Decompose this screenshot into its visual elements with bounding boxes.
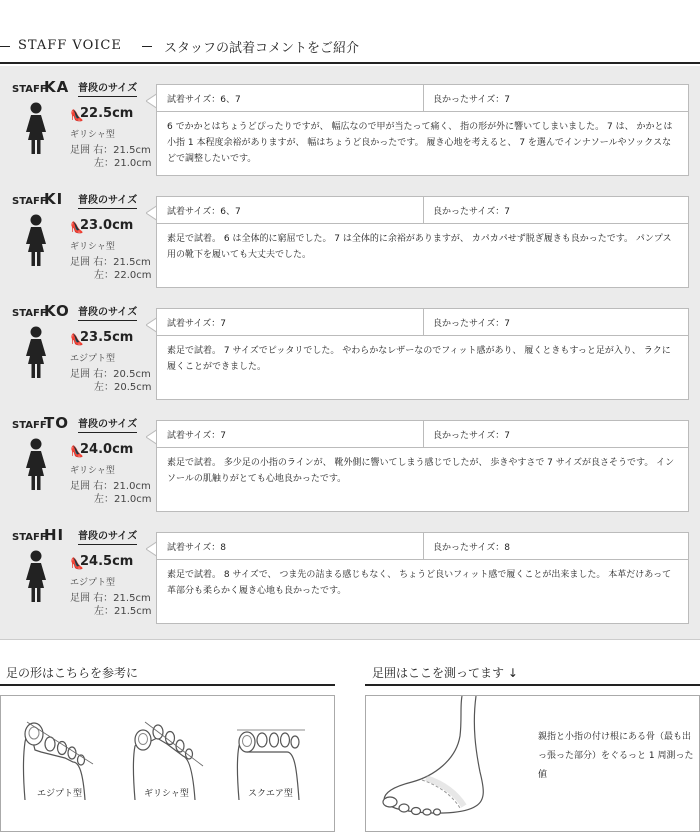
size-row [157, 85, 688, 112]
comment-box [156, 196, 689, 288]
foot-girth-illustration [376, 696, 526, 826]
shoe-icon: 👠 [70, 333, 84, 346]
staff-entry-to [0, 402, 700, 514]
woman-icon [22, 214, 50, 266]
staff-list [0, 66, 700, 640]
staff-code: KO [44, 302, 70, 320]
staff-entry-hi [0, 514, 700, 626]
woman-icon [22, 102, 50, 154]
staff-label: STAFF [12, 84, 47, 95]
usual-size-label: 普段のサイズ [78, 530, 137, 545]
size-row [157, 197, 688, 224]
good-size-label: 良かったサイズ： [433, 543, 505, 553]
staff-comment: 素足で試着。 7 サイズでピッタリでした。 やわらかなレザーなのでフィット感があり、 履くときもすっと足が入り、 ラクに履くことができました。 [167, 346, 671, 372]
tried-size-value: 8 [220, 543, 227, 553]
woman-icon [22, 438, 50, 490]
usual-size-label: 普段のサイズ [78, 194, 137, 209]
size-row [157, 309, 688, 336]
size-divider [423, 309, 424, 336]
usual-size-label: 普段のサイズ [78, 82, 137, 97]
tried-size [167, 428, 226, 441]
size-row [157, 533, 688, 560]
good-size [433, 428, 510, 441]
shoe-size: 23.5cm [80, 330, 134, 345]
tried-size [167, 204, 241, 217]
foot-type: エジプト型 [70, 354, 116, 364]
girth-label: 足囲 [70, 145, 90, 156]
good-size-value: 7 [504, 95, 511, 105]
usual-size-label: 普段のサイズ [78, 418, 137, 433]
girth-right-value: 右：21.0cm [93, 481, 151, 492]
girth-guide-description: 親指と小指の付け根にある骨（最も出っ張った部分）をぐるっと 1 周測った値 [538, 732, 694, 780]
staff-entry-ko [0, 290, 700, 402]
staff-label: STAFF [12, 532, 47, 543]
foot-shape-title-rule [0, 684, 335, 686]
usual-size-label: 普段のサイズ [78, 306, 137, 321]
good-size-label: 良かったサイズ： [433, 207, 505, 217]
good-size-value: 7 [504, 207, 511, 217]
girth-left: 左：21.5cm [94, 606, 152, 617]
header-dash-right [142, 46, 152, 47]
girth-left: 左：22.0cm [94, 270, 152, 281]
girth-right-value: 右：21.5cm [93, 257, 151, 268]
comment-box [156, 532, 689, 624]
shoe-icon: 👠 [70, 445, 84, 458]
girth-right-value: 右：21.5cm [93, 593, 151, 604]
girth-left: 左：21.0cm [94, 494, 152, 505]
header-dash-left [0, 46, 10, 47]
girth-guide-title: 足囲はここを測ってます ↓ [372, 666, 518, 680]
comment-box [156, 84, 689, 176]
square-foot-label: スクエア型 [248, 789, 293, 799]
good-size [433, 204, 510, 217]
staff-voice-header [0, 36, 700, 64]
good-size [433, 92, 510, 105]
good-size-value: 7 [504, 431, 511, 441]
girth-label: 足囲 [70, 369, 90, 380]
good-size [433, 540, 510, 553]
greek-foot-label: ギリシャ型 [144, 789, 189, 799]
girth-label: 足囲 [70, 481, 90, 492]
header-title-jp: スタッフの試着コメントをご紹介 [164, 41, 360, 56]
foot-type: ギリシャ型 [70, 466, 115, 476]
girth-guide-title-rule [365, 684, 700, 686]
staff-comment: 素足で試着。 6 は全体的に窮屈でした。 7 は全体的に余裕がありますが、 カパカパせず脱ぎ履きも良かったです。 パンプス用の靴下を履いても大丈夫でした。 [167, 234, 672, 260]
tried-size-value: 7 [220, 319, 227, 329]
header-title-en: STAFF VOICE [18, 38, 122, 53]
good-size-value: 8 [504, 543, 511, 553]
staff-comment: 素足で試着。 多少足の小指のラインが、 靴外側に響いてしまう感じでしたが、 歩きやすさで 7 サイズが良さそうです。 インソールの肌触りがとても心地良かったです。 [167, 458, 675, 484]
shoe-size: 24.0cm [80, 442, 134, 457]
woman-icon [22, 326, 50, 378]
tried-size [167, 316, 226, 329]
shoe-size: 22.5cm [80, 106, 134, 121]
good-size-label: 良かったサイズ： [433, 431, 505, 441]
girth-left: 左：20.5cm [94, 382, 152, 393]
tried-size-label: 試着サイズ： [167, 207, 221, 217]
tried-size-label: 試着サイズ： [167, 319, 221, 329]
staff-code: KA [44, 78, 70, 96]
staff-comment: 素足で試着。 8 サイズで、 つま先の詰まる感じもなく、 ちょうど良いフィット感で履くことが出来ました。 本革だけあって革部分も柔らかく履き心地も良かったです。 [167, 570, 672, 596]
foot-shape-title: 足の形はこちらを参考に [6, 666, 139, 680]
good-size-label: 良かったサイズ： [433, 319, 505, 329]
staff-code: KI [44, 190, 64, 208]
size-divider [423, 197, 424, 224]
size-divider [423, 421, 424, 448]
shoe-icon: 👠 [70, 109, 84, 122]
staff-label: STAFF [12, 308, 47, 319]
staff-label: STAFF [12, 420, 47, 431]
tried-size-label: 試着サイズ： [167, 95, 221, 105]
girth-left: 左：21.0cm [94, 158, 152, 169]
girth-right-value: 右：20.5cm [93, 369, 151, 380]
foot-type: エジプト型 [70, 578, 116, 588]
staff-code: TO [44, 414, 69, 432]
good-size-label: 良かったサイズ： [433, 95, 505, 105]
tried-size-label: 試着サイズ： [167, 543, 221, 553]
staff-comment: 6 でかかとはちょうどぴったりですが、 幅広なので甲が当たって痛く、 指の形が外に響いてしまいました。 7 は、 かかとは小指 1 本程度余裕がありますが、 幅はちょうど良かったです。 履き心地を考えると、 7 を選んでインナソールやソックスなどで調整したいです。 [167, 122, 673, 164]
shoe-icon: 👠 [70, 557, 84, 570]
tried-size-label: 試着サイズ： [167, 431, 221, 441]
size-divider [423, 85, 424, 112]
shoe-icon: 👠 [70, 221, 84, 234]
staff-entry-ka [0, 66, 700, 178]
girth-label: 足囲 [70, 593, 90, 604]
comment-box [156, 308, 689, 400]
foot-shape-panel [0, 695, 335, 832]
comment-box [156, 420, 689, 512]
shoe-size: 23.0cm [80, 218, 134, 233]
girth-right-value: 右：21.5cm [93, 145, 151, 156]
good-size [433, 316, 510, 329]
size-divider [423, 533, 424, 560]
tried-size [167, 92, 241, 105]
foot-type: ギリシャ型 [70, 130, 115, 140]
good-size-value: 7 [504, 319, 511, 329]
egyptian-foot-label: エジプト型 [37, 789, 83, 799]
tried-size [167, 540, 226, 553]
staff-code: HI [44, 526, 65, 544]
staff-label: STAFF [12, 196, 47, 207]
staff-entry-ki [0, 178, 700, 290]
tried-size-value: 6、7 [220, 95, 241, 105]
girth-guide-panel [365, 695, 700, 832]
tried-size-value: 6、7 [220, 207, 241, 217]
tried-size-value: 7 [220, 431, 227, 441]
foot-type: ギリシャ型 [70, 242, 115, 252]
girth-label: 足囲 [70, 257, 90, 268]
shoe-size: 24.5cm [80, 554, 134, 569]
woman-icon [22, 550, 50, 602]
size-row [157, 421, 688, 448]
